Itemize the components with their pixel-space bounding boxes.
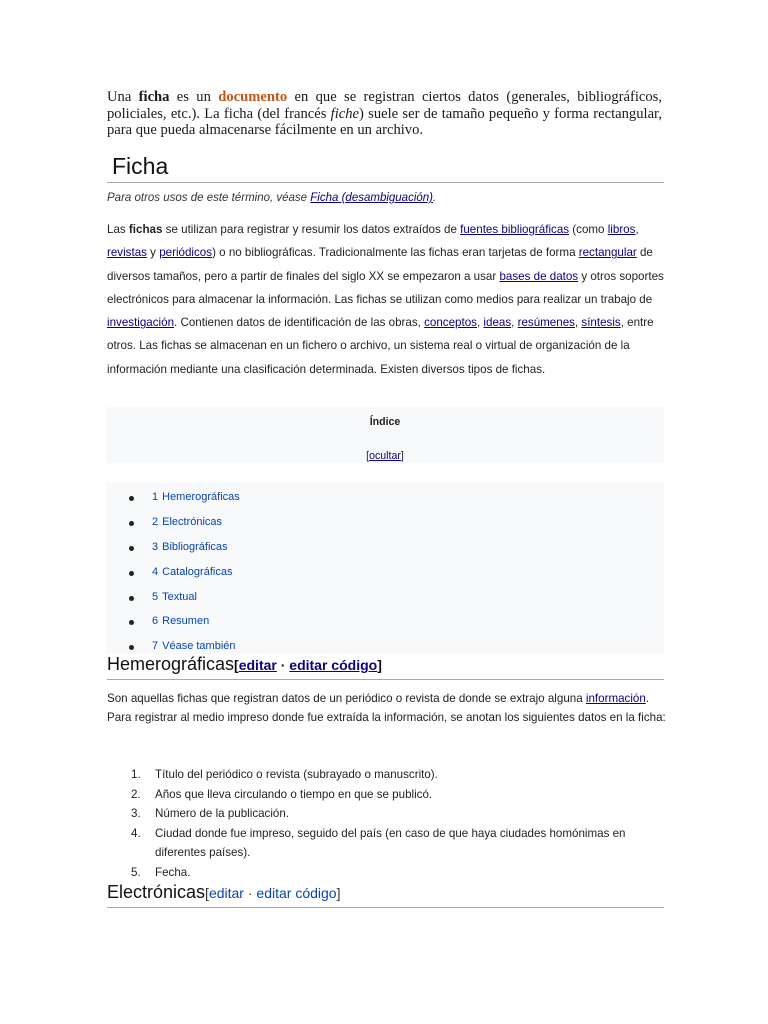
text: , — [476, 316, 484, 330]
bracket: [ — [234, 657, 239, 673]
intro-text: ) suele ser de tamaño pequeño y forma rectangular, para que pueda almacenarse fácilmente en un archivo. — [107, 105, 662, 139]
text: de diversos tamaños, pero a partir de finales del siglo XX se empezaron a usar — [107, 246, 653, 283]
toc-title: Índice — [369, 416, 401, 428]
hatnote-end: . — [433, 192, 437, 204]
list-text: Años que lleva circulando o tiempo en que se publicó. — [155, 787, 433, 801]
list-text: Título del periódico o revista (subrayado o manuscrito). — [155, 768, 438, 781]
list-number: 5. — [131, 865, 141, 879]
toc-item-hemerograficas[interactable] — [152, 491, 240, 503]
section-title: Hemerográficas — [107, 654, 235, 674]
toc-item-resumen[interactable] — [152, 615, 209, 627]
resumenes-link[interactable]: resúmenes — [517, 316, 575, 330]
rectangular-link[interactable]: rectangular — [578, 246, 637, 260]
toc-label: Resumen — [162, 615, 210, 627]
separator: · — [276, 657, 290, 673]
text: Son aquellas fichas que registran datos de un periódico o revista de donde se extrajo alguna — [107, 692, 586, 705]
section-heading-hemerograficas — [107, 654, 664, 680]
bracket: ] — [400, 450, 404, 462]
text: se utilizan para registrar y resumir los datos extraídos de — [162, 223, 461, 236]
description-paragraph — [107, 218, 667, 381]
intro-text: Una — [107, 89, 139, 105]
edit-links — [234, 657, 382, 673]
text: , — [574, 316, 582, 330]
list-text: Ciudad donde fue impreso, seguido del país (en caso de que haya ciudades homónimas en diferentes países). — [155, 826, 626, 860]
edit-link[interactable]: editar — [238, 657, 277, 673]
text: y — [146, 246, 160, 260]
toc-number: 3 — [152, 541, 159, 553]
intro-italic-term: fiche — [330, 105, 360, 122]
separator: · — [243, 885, 257, 901]
hatnote-text: Para otros usos de este término, véase — [107, 192, 311, 204]
text: , — [511, 316, 518, 330]
edit-link[interactable]: editar — [208, 885, 244, 901]
conceptos-link[interactable]: conceptos — [424, 316, 477, 330]
toc-label: Hemerográficas — [162, 491, 240, 503]
toc-number: 7 — [152, 640, 159, 652]
revistas-link[interactable]: revistas — [107, 246, 147, 260]
intro-paragraph — [107, 89, 662, 139]
bold-term: fichas — [128, 223, 163, 236]
edit-links — [205, 885, 340, 901]
text: . Para registrar al medio impreso donde fue extraída la información, se anotan los siguientes datos en la ficha: — [107, 692, 666, 724]
bracket: ] — [336, 885, 341, 901]
fuentes-link[interactable]: fuentes bibliográficas — [460, 223, 570, 236]
list-item — [107, 804, 667, 824]
bases-de-datos-link[interactable]: bases de datos — [499, 269, 579, 283]
list-number: 1. — [131, 768, 141, 781]
hemerograficas-paragraph — [107, 690, 667, 727]
toc-item-vease-tambien[interactable] — [152, 640, 236, 652]
toc-number: 6 — [152, 615, 159, 627]
toc-header — [106, 407, 664, 463]
toc-number: 1 — [152, 491, 159, 503]
toc-label: Catalográficas — [162, 566, 233, 578]
edit-source-link[interactable]: editar código — [289, 657, 378, 673]
bracket: ] — [377, 657, 382, 673]
text: , entre otros. Las fichas se almacenan en un fichero o archivo, un sistema real o virtual de organización de la información mediante una clasificación determinada. Existen diversos tipos de fichas. — [107, 316, 654, 376]
toc-item-textual[interactable] — [152, 591, 197, 603]
list-number: 3. — [131, 807, 141, 821]
periodicos-link[interactable]: periódicos — [159, 246, 213, 260]
documento-link[interactable]: documento — [218, 89, 288, 105]
section-title: Electrónicas — [107, 882, 206, 902]
text: ) o no bibliográficas. Tradicionalmente las fichas eran tarjetas de forma — [212, 246, 579, 260]
toc-toggle — [106, 450, 664, 462]
page-title: Ficha — [107, 152, 664, 183]
toc-item-bibliograficas[interactable] — [152, 541, 228, 553]
list-item — [107, 765, 667, 785]
text: y otros soportes electrónicos para almacenar la información. Las fichas se utilizan como medios para realizar un trabajo de — [107, 269, 664, 306]
libros-link[interactable]: libros — [607, 223, 636, 236]
toc-number: 2 — [152, 516, 159, 528]
bracket: [ — [366, 450, 370, 462]
section-heading-electronicas — [107, 882, 664, 908]
list-item — [107, 824, 667, 863]
toc-item-electronicas[interactable] — [152, 516, 222, 528]
ideas-link[interactable]: ideas — [483, 316, 512, 330]
list-text: Fecha. — [155, 865, 191, 879]
disambiguation-link[interactable]: Ficha (desambiguación) — [310, 192, 434, 204]
intro-bold-term: ficha — [138, 89, 170, 105]
list-item — [107, 863, 667, 883]
informacion-link[interactable]: información — [585, 692, 646, 705]
intro-text: en que se registran ciertos datos (generales, bibliográficos, policiales, etc.). La ficha (del francés — [107, 89, 662, 122]
intro-text: es un — [169, 89, 219, 105]
toc-label: Véase también — [162, 640, 236, 652]
text: , — [635, 223, 639, 236]
toc-list — [106, 482, 664, 654]
toc-number: 4 — [152, 566, 159, 578]
data-fields-list — [107, 765, 667, 883]
sintesis-link[interactable]: síntesis — [581, 316, 621, 330]
list-item — [107, 785, 667, 805]
toc-label: Textual — [162, 591, 197, 603]
text: . Contienen datos de identificación de las obras, — [174, 316, 425, 330]
list-number: 4. — [131, 826, 141, 840]
investigacion-link[interactable]: investigación — [107, 316, 175, 330]
hatnote — [107, 192, 664, 204]
toc-number: 5 — [152, 591, 159, 603]
text: Las — [107, 223, 129, 236]
toc-label: Electrónicas — [162, 516, 223, 528]
toc-label: Bibliográficas — [162, 541, 228, 553]
bracket: [ — [205, 885, 209, 901]
list-text: Número de la publicación. — [155, 807, 290, 821]
text: (como — [569, 223, 608, 236]
toc-item-catalograficas[interactable] — [152, 566, 232, 578]
list-number: 2. — [131, 787, 141, 801]
toc-hide-link[interactable]: ocultar — [369, 450, 401, 462]
edit-source-link[interactable]: editar código — [256, 885, 337, 901]
